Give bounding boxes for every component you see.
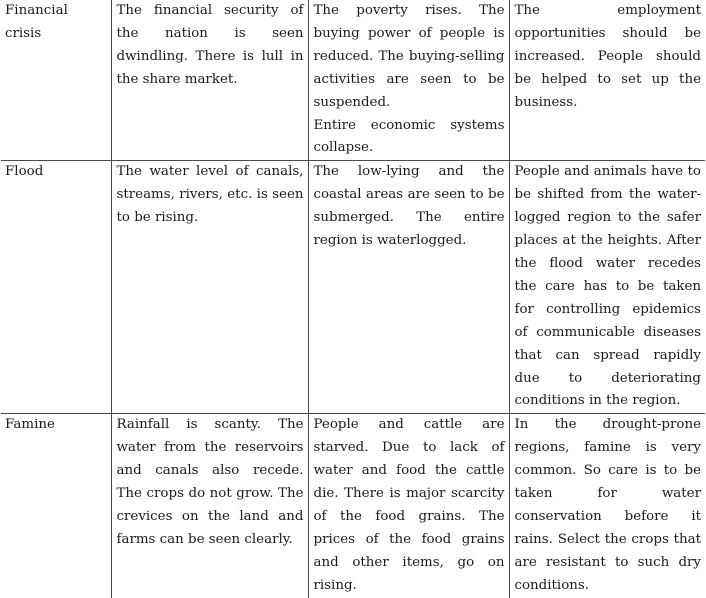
effects-paragraph: The low-lying and the coastal areas are seen to be submerged. The entire region is waterlogged. — [313, 164, 505, 249]
effects-paragraph: People and cattle are starved. Due to lack of water and food the cattle die. There is major scarcity of the food grains. The prices of the food grains and other items, go on rising. — [313, 417, 505, 593]
disaster-name-cell: Famine — [1, 414, 111, 598]
disaster-table — [1, 0, 705, 598]
disaster-name-cell: Flood — [1, 161, 111, 414]
table-row-financial-crisis — [1, 0, 705, 161]
table-row-famine — [1, 414, 705, 598]
measures-cell: The employment opportunities should be increased. People should be helped to set up the business. — [509, 0, 705, 161]
symptoms-cell: The water level of canals, streams, rivers, etc. is seen to be rising. — [111, 161, 308, 414]
table-row-flood — [1, 161, 705, 414]
measures-cell: In the drought-prone regions, famine is very common. So care is to be taken for water conservation before it rains. Select the crops that are resistant to such dry conditions. — [509, 414, 705, 598]
effects-cell — [308, 161, 509, 414]
effects-paragraph: Entire economic systems collapse. — [313, 117, 505, 156]
symptoms-cell: Rainfall is scanty. The water from the reservoirs and canals also recede. The crops do not grow. The crevices on the land and farms can be seen clearly. — [111, 414, 308, 598]
disaster-name-cell: Financial crisis — [1, 0, 111, 161]
effects-paragraph: The poverty rises. The buying power of people is reduced. The buying-selling activities are seen to be suspended. — [313, 3, 505, 110]
measures-cell: People and animals have to be shifted from the water-logged region to the safer places at the heights. After the flood water recedes the care has to be taken for controlling epidemics of communicable diseases that can spread rapidly due to deteriorating conditions in the region. — [509, 161, 705, 414]
effects-cell — [308, 0, 509, 161]
effects-cell — [308, 414, 509, 598]
symptoms-cell: The financial security of the nation is seen dwindling. There is lull in the share market. — [111, 0, 308, 161]
